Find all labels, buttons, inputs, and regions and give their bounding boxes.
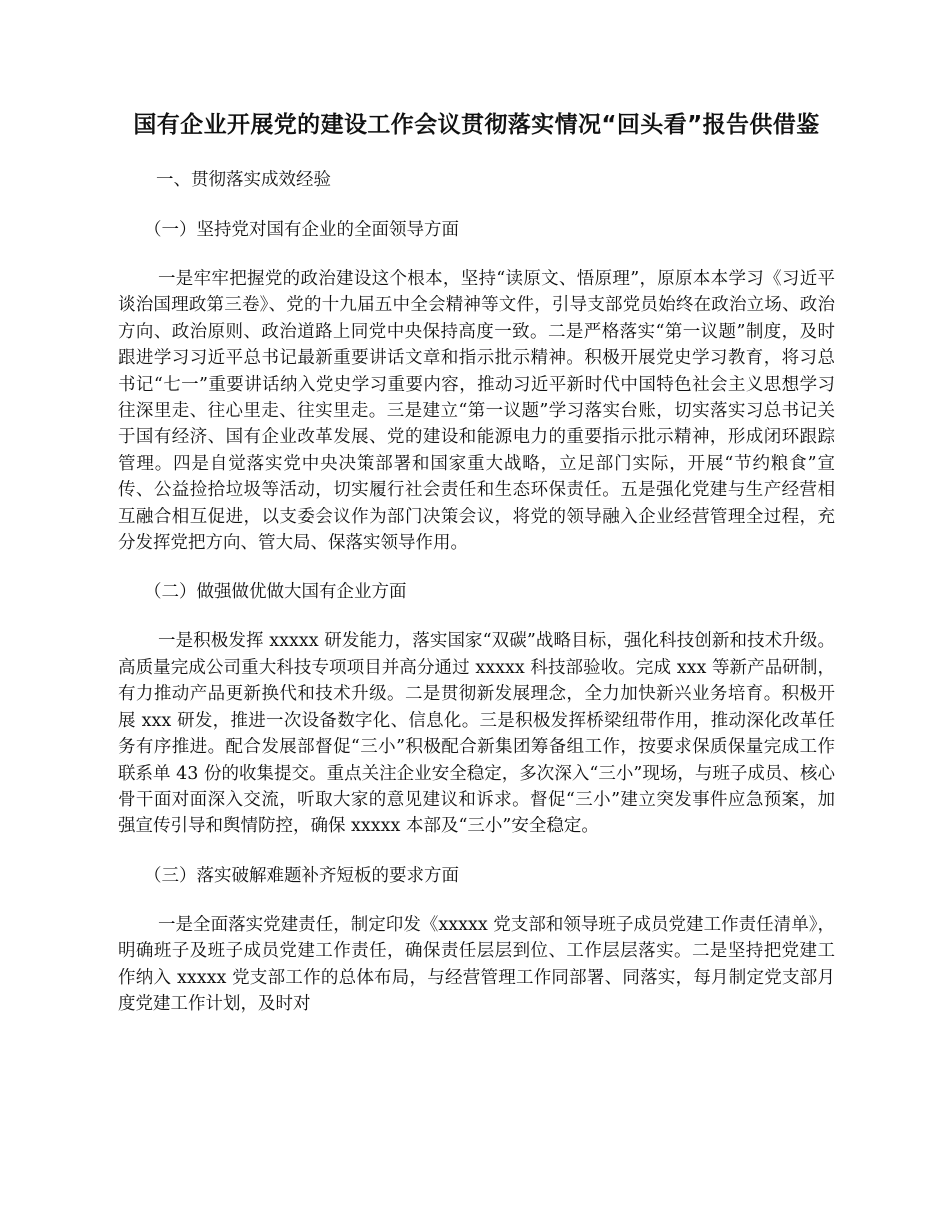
section-heading-1: 一、贯彻落实成效经验	[156, 170, 331, 190]
subsection-heading-2: （二）做强做优做大国有企业方面	[144, 582, 407, 603]
document-title: 国有企业开展党的建设工作会议贯彻落实情况“回头看”报告供借鉴	[133, 112, 820, 138]
paragraph-1: 一是牢牢把握党的政治建设这个根本，坚持“读原文、悟原理”，原原本本学习《习近平谈治国理政第三卷》、党的十九届五中全会精神等文件，引导支部党员始终在政治立场、政治方向、政治原则、政治道路上同党中央保持高度一致。二是严格落实“第一议题”制度，及时跟进学习习近平总书记最新重要讲话文章和指示批示精神。积极开展党史学习教育，将习总书记“七一”重要讲话纳入党史学习重要内容，推动习近平新时代中国特色社会主义思想学习往深里走、往心里走、往实里走。三是建立“第一议题”学习落实台账，切实落实习总书记关于国有经济、国有企业改革发展、党的建设和能源电力的重要指示批示精神，形成闭环跟踪管理。四是自觉落实党中央决策部署和国家重大战略，立足部门实际，开展“节约粮食”宣传、公益捡拾垃圾等活动，切实履行社会责任和生态环保责任。五是强化党建与生产经营相互融合相互促进，以支委会议作为部门决策会议，将党的领导融入企业经营管理全过程，充分发挥党把方向、管大局、保落实领导作用。	[118, 269, 835, 554]
paragraph-3: 一是全面落实党建责任，制定印发《xxxxx 党支部和领导班子成员党建工作责任清单》，明确班子及班子成员党建工作责任，确保责任层层到位、工作层层落实。二是坚持把党建工作纳入 xxxxx 党支部工作的总体布局，与经营管理工作同部署、同落实，每月制定党支部月度党建工作计划，及时对	[118, 914, 835, 1014]
subsection-heading-3: （三）落实破解难题补齐短板的要求方面	[144, 865, 459, 886]
subsection-heading-1: （一）坚持党对国有企业的全面领导方面	[144, 220, 459, 240]
paragraph-2: 一是积极发挥 xxxxx 研发能力，落实国家“双碳”战略目标，强化科技创新和技术升级。高质量完成公司重大科技专项项目并高分通过 xxxxx 科技部验收。完成 xxx 等新产品研制，有力推动产品更新换代和技术升级。二是贯彻新发展理念，全力加快新兴业务培育。积极开展 xxx 研发，推进一次设备数字化、信息化。三是积极发挥桥梁纽带作用，推动深化改革任务有序推进。配合发展部督促“三小”积极配合新集团筹备组工作，按要求保质保量完成工作联系单 43 份的收集提交。重点关注企业安全稳定，多次深入“三小”现场，与班子成员、核心骨干面对面深入交流，听取大家的意见建议和诉求。督促“三小”建立突发事件应急预案，加强宣传引导和舆情防控，确保 xxxxx 本部及“三小”安全稳定。	[118, 631, 835, 837]
